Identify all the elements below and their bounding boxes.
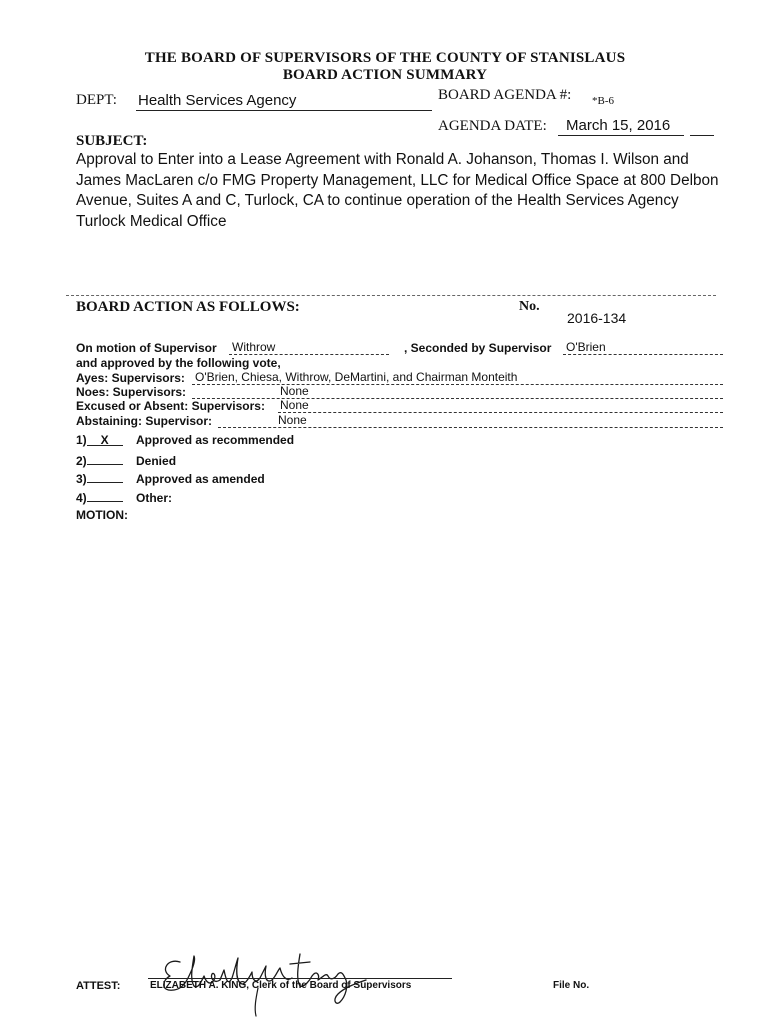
option-label: Approved as amended [136, 472, 265, 486]
dept-field [136, 92, 432, 111]
noes-field [192, 385, 723, 399]
noes-value: None [280, 384, 309, 398]
option-mark: X [87, 433, 123, 446]
ayes-field [192, 371, 723, 385]
option-mark [87, 489, 123, 502]
signature-line [148, 978, 452, 979]
abstaining-field [218, 414, 723, 428]
motion-section-label: MOTION: [76, 508, 128, 522]
document-subtitle: BOARD ACTION SUMMARY [282, 67, 488, 83]
option-1 [76, 433, 294, 447]
ayes-label: Ayes: Supervisors: [76, 371, 185, 385]
option-label: Denied [136, 454, 177, 468]
option-number: 2) [76, 454, 87, 468]
option-3 [76, 470, 265, 486]
board-action-no-label: No. [519, 299, 540, 314]
file-number-label: File No. [553, 980, 590, 991]
subject-text: Approval to Enter into a Lease Agreement with Ronald A. Johanson, Thomas I. Wilson and James MacLaren c/o FMG Property Management, LLC for Medical Office Space at 800 Delbon Avenue, Suites A and C, Turlock, CA to continue operation of the Health Services Agency Turlock Medical Office [76, 151, 719, 230]
option-number: 4) [76, 491, 87, 505]
dept-label: DEPT: [76, 92, 117, 108]
subject-label: SUBJECT: [76, 133, 148, 149]
board-action-label: BOARD ACTION AS FOLLOWS: [76, 299, 300, 315]
option-number: 1) [76, 433, 87, 447]
clerk-name: ELIZABETH A. KING, Clerk of the Board of Supervisors [150, 980, 412, 991]
motion-label: On motion of Supervisor [76, 341, 217, 355]
section-divider [66, 295, 716, 296]
dept-value: Health Services Agency [138, 92, 297, 109]
excused-label: Excused or Absent: Supervisors: [76, 399, 265, 413]
noes-label: Noes: Supervisors: [76, 385, 187, 399]
agenda-number-value: *B-6 [592, 95, 614, 107]
motion-value: Withrow [232, 340, 276, 354]
option-label: Other: [136, 491, 173, 505]
board-action-no-value: 2016-134 [567, 310, 627, 326]
agenda-date-trailing-line [690, 117, 714, 136]
motion-field [229, 341, 389, 355]
attest-label: ATTEST: [76, 980, 121, 992]
option-label: Approved as recommended [136, 433, 295, 447]
option-2 [76, 452, 176, 468]
seconded-field [563, 341, 723, 355]
abstaining-value: None [278, 413, 307, 427]
seconded-value: O'Brien [566, 340, 606, 354]
agenda-number-label: BOARD AGENDA #: [438, 87, 572, 103]
approved-vote-line: and approved by the following vote, [76, 356, 281, 370]
excused-value: None [280, 398, 309, 412]
option-number: 3) [76, 472, 87, 486]
option-mark [87, 470, 123, 483]
agenda-date-field [558, 117, 684, 136]
seconded-label: , Seconded by Supervisor [404, 341, 552, 355]
option-4 [76, 489, 172, 505]
excused-field [278, 399, 723, 413]
abstaining-label: Abstaining: Supervisor: [76, 414, 213, 428]
document-title: THE BOARD OF SUPERVISORS OF THE COUNTY OF STANISLAUS [144, 50, 626, 66]
agenda-date-label: AGENDA DATE: [438, 118, 547, 134]
agenda-date-value: March 15, 2016 [566, 117, 671, 134]
option-mark [87, 452, 123, 465]
ayes-value: O'Brien, Chiesa, Withrow, DeMartini, and Chairman Monteith [195, 370, 518, 384]
